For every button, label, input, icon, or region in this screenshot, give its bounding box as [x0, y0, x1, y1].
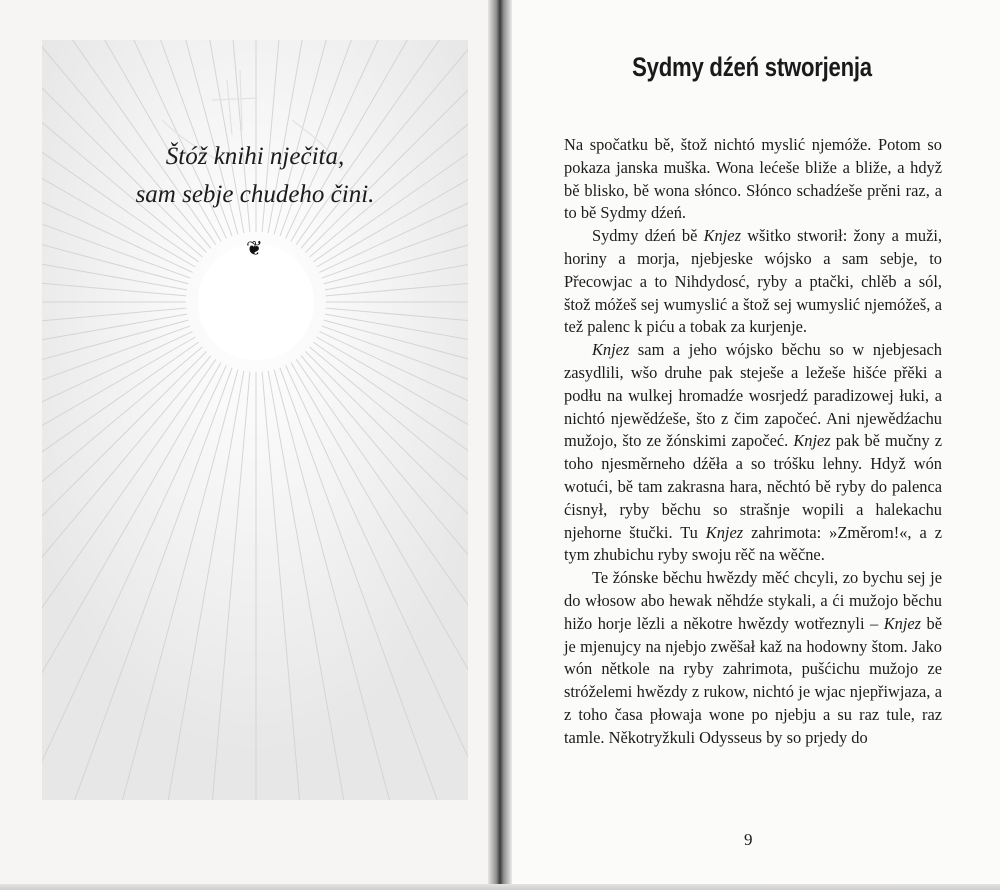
text-run: sam a jeho wójsko běchu so w njebjesach zasydlili, wšo druhe pak steješe a ležeše hišće přěki a podłu na wulkej hromadźe wosrjedź paradizowej łuki, a nichtó njewědźeše, što z čim započeć. Ani njewědźachu mužojo, što ze žónskimi započeć.: [564, 340, 942, 451]
text-run: Te žónske běchu hwězdy měć chcyli, zo bychu sej je do włosow abo hewak něhdźe stykali, a ći mužojo běchu hižo horje lězli a někotre hwězdy wotřeznyli –: [564, 568, 942, 633]
italic-term: Knjez: [703, 226, 741, 246]
italic-term: Knjez: [793, 431, 831, 451]
epigraph: [42, 138, 468, 214]
body-paragraph: [564, 567, 942, 749]
italic-term: Knjez: [592, 340, 630, 360]
page-number: 9: [744, 830, 753, 849]
text-run: zahrimota: »Změrom!«, a z tym zhubichu ryby swoju rěč na wěčne.: [564, 522, 942, 565]
chapter-title: Sydmy dźeń stworjenja: [632, 52, 872, 82]
book-gutter: [488, 0, 512, 890]
italic-term: Knjez: [883, 613, 922, 633]
epigraph-line-2: sam sebje chudeho čini.: [135, 181, 375, 208]
apple-ornament-icon: ❦: [246, 238, 263, 260]
text-run: Na spočatku bě, štož nichtó myslić njemóže. Potom so pokaza janska muška. Wona lećeše bliže a bliže, a hdyž bě blisko, bě wona słónco. Słónco schadźeše prěni raz, a to bě Sydmy dźeń.: [564, 135, 942, 223]
body-paragraph: [564, 339, 942, 567]
body-paragraph: [564, 134, 942, 225]
text-run: wšitko stworił: žony a muži, horiny a morja, njebjeske wójsko a sam sebje, to Přecowjac a to Nihdydosć, ryby a ptački, chlěb a sól, štož móžeš sej wumyslić a štož sej wumyslić njemóžeš, a tež palenc k piću a tobak za kurjenje.: [564, 226, 942, 337]
epigraph-line-1: Štóž knihi nječita,: [165, 143, 345, 170]
text-run: Sydmy dźeń bě: [592, 226, 704, 246]
text-run: pak bě mučny z toho njesměrneho dźěła a so tróšku lehny. Hdyž wón wotući, bě tam zakrasna hara, něchtó bě ryby do palenca ćisnył, ryby běchu so strašnje wopili a halekachu njehorne štučki. Tu: [564, 431, 942, 542]
page-bottom-edge: [0, 884, 1000, 890]
italic-term: Knjez: [705, 522, 744, 542]
text-run: bě je mjenujcy na njebjo zwěšał kaž na hodowny štom. Jako wón nětkole na ryby zahrimota, pušćichu mužojo ze stróželemi hwězdy z rukow, nichtó je wjac njepřiwjaza, a z toho časa płowaja wone po njebju a su raz tule, raz tamle. Někotryžkuli Odysseus by so prjedy do: [564, 613, 942, 747]
body-paragraph: [564, 225, 942, 339]
chapter-body: [564, 134, 942, 750]
